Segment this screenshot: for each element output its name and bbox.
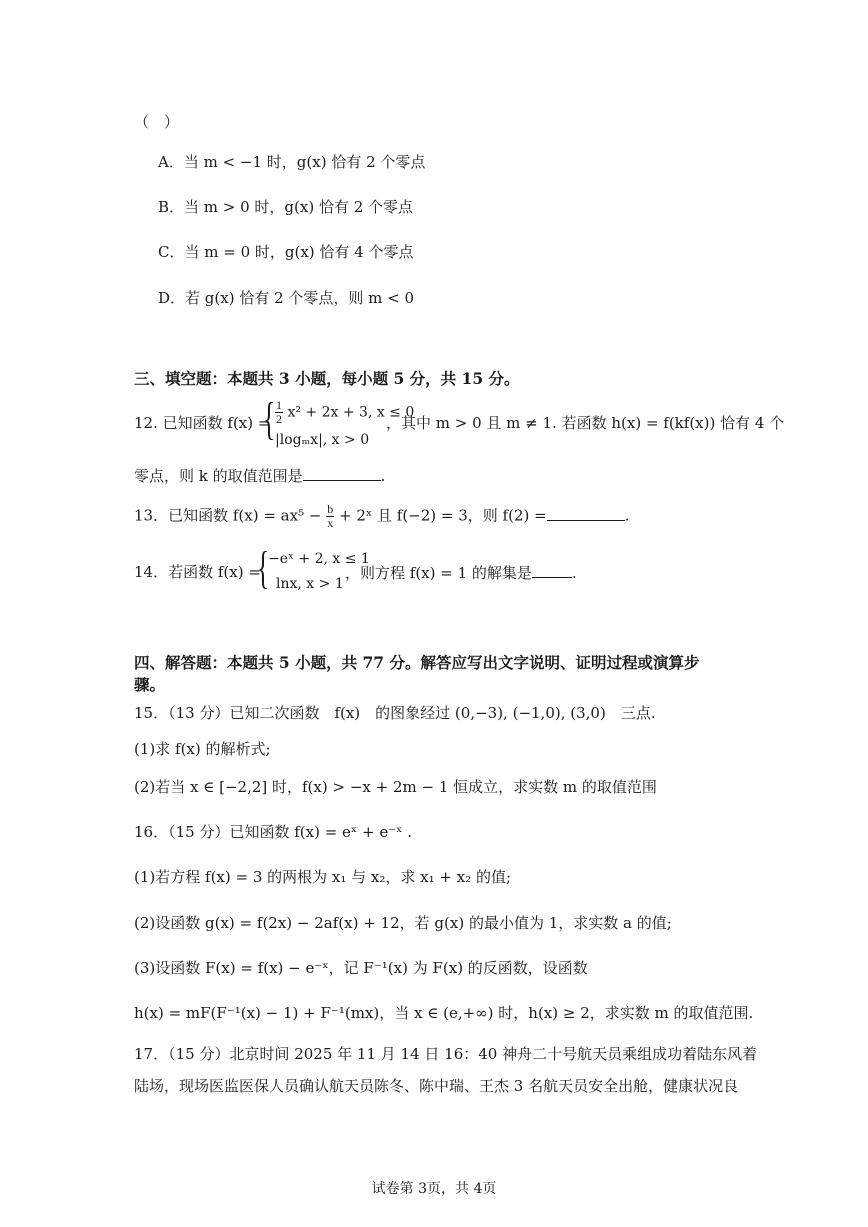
q14-case2: lnx, x > 1 [276, 576, 344, 592]
q12-line2: 零点，则 k 的取值范围是 . [134, 467, 386, 485]
q13-lead: 13．已知函数 f(x) = ax⁵ − [134, 506, 322, 525]
q12-case1-expr: x² + 2x + 3, x ≤ 0 [287, 404, 415, 421]
q14-rest: ，则方程 f(x) = 1 的解集是 . [345, 564, 577, 582]
q12-lead: 12. 已知函数 f(x) = [134, 414, 271, 432]
q17-line2: 陆场，现场医监医保人员确认航天员陈冬、陈中瑞、王杰 3 名航天员安全出舱，健康状况良 [134, 1077, 739, 1095]
q12-answer-blank[interactable] [303, 465, 381, 481]
section4-heading-line1: 四、解答题：本题共 5 小题，共 77 分。解答应写出文字说明、证明过程或演算步 [134, 653, 700, 672]
q16-part2: (2)设函数 g(x) = f(2x) − 2af(x) + 12，若 g(x) 的最小值为 1，求实数 a 的值; [134, 914, 672, 932]
q15-part2: (2)若当 x ∈ [−2,2] 时，f(x) > −x + 2m − 1 恒成立，求实数 m 的取值范围 [134, 778, 657, 796]
option-c: C．当 m = 0 时，g(x) 恰有 4 个零点 [158, 243, 414, 261]
q16-stem: 16．（15 分）已知函数 f(x) = eˣ + e⁻ˣ . [134, 823, 413, 841]
option-a: A．当 m < −1 时，g(x) 恰有 2 个零点 [158, 153, 426, 171]
q16-part3: (3)设函数 F(x) = f(x) − e⁻ˣ，记 F⁻¹(x) 为 F(x) 的反函数，设函数 [134, 959, 588, 977]
q15-part1: (1)求 f(x) 的解析式; [134, 740, 271, 758]
question-13: 13．已知函数 f(x) = ax⁵ − $\frac{b}{x}$ + 2ˣ 且 f(−2) = 3，则 f(2) = . [134, 502, 630, 530]
answer-parentheses: （ ） [134, 113, 180, 131]
option-d: D．若 g(x) 恰有 2 个零点，则 m < 0 [158, 289, 415, 307]
q13-fraction: $\frac{b}{x}$ [327, 502, 334, 530]
option-b: B．当 m > 0 时，g(x) 恰有 2 个零点 [158, 198, 414, 216]
q17-line1: 17．（15 分）北京时间 2025 年 11 月 14 日 16：40 神舟二十号航天员乘组成功着陆东风着 [134, 1045, 758, 1063]
q15-stem: 15．（13 分）已知二次函数 f(x) 的图象经过 (0,−3), (−1,0), (3,0) 三点. [134, 704, 656, 722]
q12-fraction: $\frac{1}{2}$ [276, 398, 282, 426]
q13-answer-blank[interactable] [547, 505, 625, 521]
q14-answer-blank[interactable] [532, 562, 572, 578]
section4-heading-line2: 骤。 [134, 675, 166, 694]
q14-lead: 14．若函数 f(x) = [134, 563, 261, 581]
q14-brace: { [257, 542, 270, 593]
q13-rest: + 2ˣ 且 f(−2) = 3，则 f(2) = [339, 506, 547, 525]
q12-case2: |logₘx|, x > 0 [275, 432, 370, 448]
q14-case1: −eˣ + 2, x ≤ 1 [268, 551, 370, 567]
q12-condition: ，其中 m > 0 且 m ≠ 1. 若函数 h(x) = f(kf(x)) 恰有 4 个 [386, 414, 785, 432]
q16-part3-cont: h(x) = mF(F⁻¹(x) − 1) + F⁻¹(mx)，当 x ∈ (e,+∞) 时，h(x) ≥ 2，求实数 m 的取值范围. [134, 1004, 754, 1022]
section3-heading: 三、填空题：本题共 3 小题，每小题 5 分，共 15 分。 [134, 369, 520, 388]
q16-part1: (1)若方程 f(x) = 3 的两根为 x₁ 与 x₂，求 x₁ + x₂ 的值; [134, 868, 512, 886]
page-footer: 试卷第 3页，共 4页 [371, 1181, 497, 1197]
q12-brace: { [263, 393, 276, 444]
